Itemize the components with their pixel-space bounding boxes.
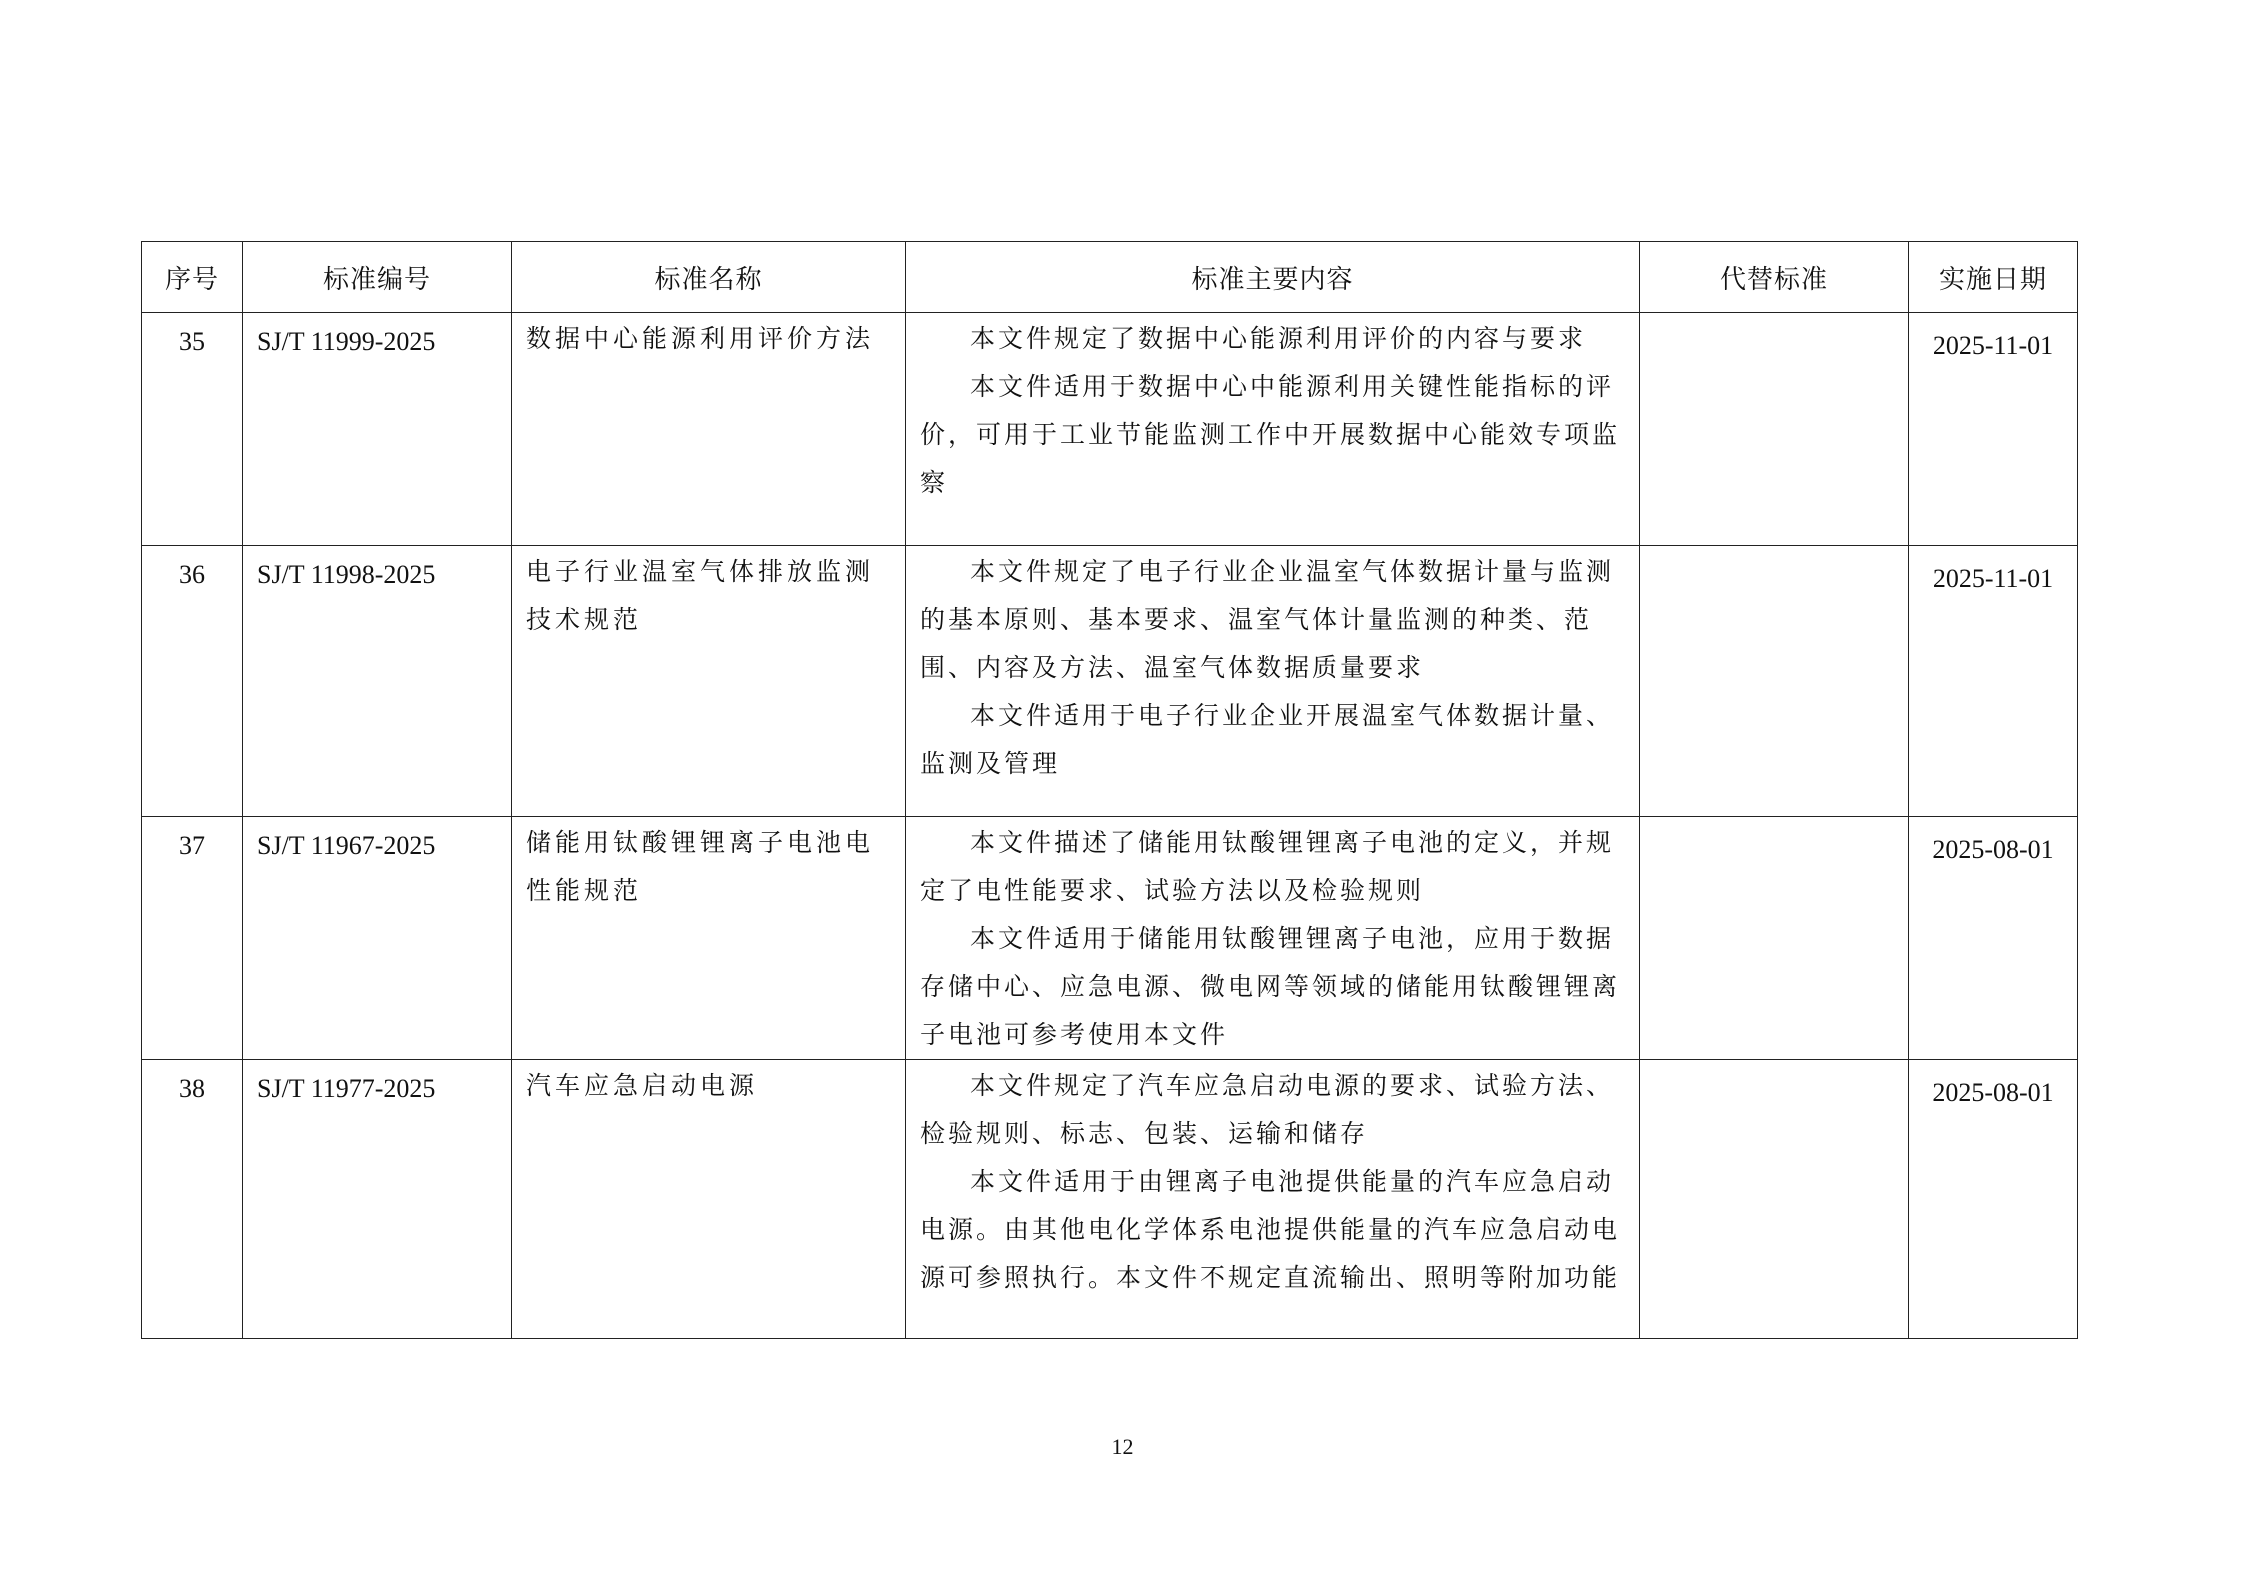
content-paragraph: 本文件规定了汽车应急启动电源的要求、试验方法、检验规则、标志、包装、运输和储存 [920, 1071, 1615, 1148]
cell-num: 37 [142, 817, 243, 1060]
table-row [142, 546, 2078, 817]
cell-name: 汽车应急启动电源 [512, 1060, 906, 1339]
standards-table [141, 241, 2078, 1339]
cell-replace [1640, 546, 1909, 817]
table-row [142, 313, 2078, 546]
cell-replace [1640, 313, 1909, 546]
content-paragraph: 本文件规定了电子行业企业温室气体数据计量与监测的基本原则、基本要求、温室气体计量监测的种类、范围、内容及方法、温室气体数据质量要求 [920, 557, 1615, 682]
cell-replace [1640, 1060, 1909, 1339]
cell-name: 储能用钛酸锂锂离子电池电性能规范 [512, 817, 906, 1060]
table-row [142, 1060, 2078, 1339]
content-paragraph: 本文件描述了储能用钛酸锂锂离子电池的定义，并规定了电性能要求、试验方法以及检验规则 [920, 828, 1615, 905]
header-row [142, 242, 2078, 313]
cell-replace [1640, 817, 1909, 1060]
content-paragraph: 本文件适用于由锂离子电池提供能量的汽车应急启动电源。由其他电化学体系电池提供能量的汽车应急启动电源可参照执行。本文件不规定直流输出、照明等附加功能 [920, 1167, 1621, 1292]
cell-num: 36 [142, 546, 243, 817]
cell-date: 2025-08-01 [1909, 817, 2078, 1060]
cell-name: 电子行业温室气体排放监测技术规范 [512, 546, 906, 817]
table-row [142, 817, 2078, 1060]
content-paragraph: 本文件适用于数据中心中能源利用关键性能指标的评价，可用于工业节能监测工作中开展数据中心能效专项监察 [920, 372, 1621, 497]
cell-code: SJ/T 11977-2025 [243, 1060, 512, 1339]
table-body [142, 313, 2078, 1339]
cell-date: 2025-11-01 [1909, 546, 2078, 817]
cell-code: SJ/T 11998-2025 [243, 546, 512, 817]
cell-code: SJ/T 11967-2025 [243, 817, 512, 1060]
header-name: 标准名称 [512, 242, 906, 313]
header-replace: 代替标准 [1640, 242, 1909, 313]
header-date: 实施日期 [1909, 242, 2078, 313]
cell-num: 38 [142, 1060, 243, 1339]
content-paragraph: 本文件规定了数据中心能源利用评价的内容与要求 [970, 324, 1587, 353]
cell-content [906, 313, 1640, 546]
cell-date: 2025-08-01 [1909, 1060, 2078, 1339]
table-header [142, 242, 2078, 313]
cell-code: SJ/T 11999-2025 [243, 313, 512, 546]
cell-content [906, 817, 1640, 1060]
content-paragraph: 本文件适用于储能用钛酸锂锂离子电池，应用于数据存储中心、应急电源、微电网等领域的储能用钛酸锂锂离子电池可参考使用本文件 [920, 924, 1621, 1049]
header-num: 序号 [142, 242, 243, 313]
cell-date: 2025-11-01 [1909, 313, 2078, 546]
cell-num: 35 [142, 313, 243, 546]
header-content: 标准主要内容 [906, 242, 1640, 313]
page-number: 12 [1111, 1434, 1134, 1459]
cell-content [906, 1060, 1640, 1339]
cell-name: 数据中心能源利用评价方法 [512, 313, 906, 546]
cell-content [906, 546, 1640, 817]
content-paragraph: 本文件适用于电子行业企业开展温室气体数据计量、监测及管理 [920, 701, 1615, 778]
header-code: 标准编号 [243, 242, 512, 313]
